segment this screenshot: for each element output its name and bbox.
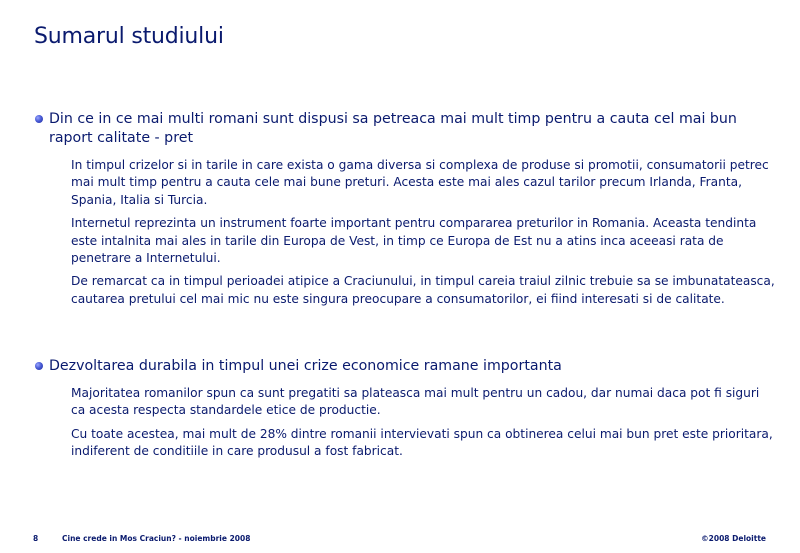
sub-paragraph: Cu toate acestea, mai mult de 28% dintre romanii intervievati spun ca obtinerea celui mai bun pret este prioritara, indiferent de conditiile in care produsul a fost fabricat. — [71, 426, 773, 459]
sub-paragraph: De remarcat ca in timpul perioadei atipice a Craciunului, in timpul careia traiul zilnic trebuie sa se imbunatateasca, cautarea pretului cel mai mic nu este singura preocupare a consumatorilor, ei fiind interesati si de calitate. — [71, 274, 775, 306]
sub-paragraph: In timpul crizelor si in tarile in care exista o gama diversa si complexa de produse si promotii, consumatorii petrec mai mult timp pentru a cauta cele mai bune preturi. Acesta este mai ales cazul tarilor precum Irlanda, Franta, Spania, Italia si Turcia. — [71, 158, 769, 207]
bullet-point — [34, 110, 774, 148]
sub-paragraph: Internetul reprezinta un instrument foarte important pentru compararea preturilor in Romania. Aceasta tendinta este intalnita mai ales in tarile din Europa de Vest, in timp ce Europa de Est nu a atins inca aceeasi rata de penetrare a Internetului. — [71, 216, 757, 266]
slide-title: Sumarul studiului — [34, 24, 224, 49]
bullet-text: Dezvoltarea durabila in timpul unei crize economice ramane importanta — [49, 358, 562, 374]
bullet-point — [34, 357, 774, 376]
sub-paragraph: Majoritatea romanilor spun ca sunt pregatiti sa plateasca mai mult pentru un cadou, dar numai daca pot fi siguri ca acesta respecta standardele etice de productie. — [71, 386, 760, 418]
bullet-dot-icon — [35, 115, 43, 123]
bullet-dot-icon — [35, 362, 43, 370]
bullet-text: Din ce in ce mai multi romani sunt dispusi sa petreaca mai mult timp pentru a cauta cel mai bun raport calitate - pret — [49, 111, 737, 146]
footer-presentation-title: Cine crede in Mos Craciun? - noiembrie 2008 — [62, 534, 251, 543]
summary-section-2 — [34, 357, 774, 461]
page-number: 8 — [33, 534, 39, 543]
footer-copyright: ©2008 Deloitte — [701, 534, 766, 543]
summary-section-1 — [34, 110, 774, 308]
